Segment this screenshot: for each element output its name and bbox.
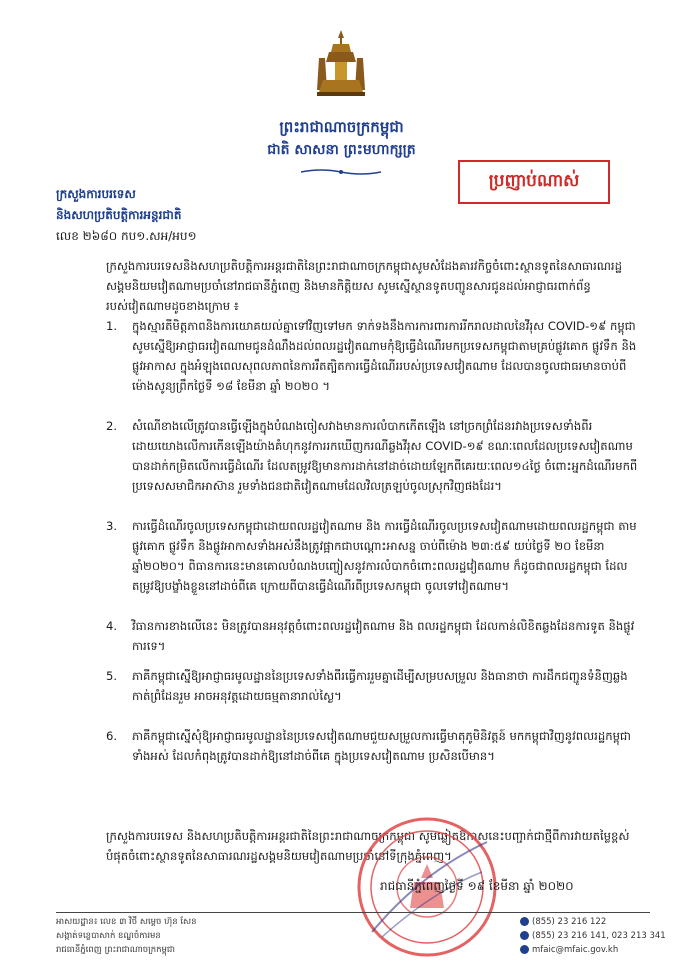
phone-number: (855) 23 216 122: [532, 917, 607, 927]
kingdom-title: ព្រះរាជាណាចក្រកម្ពុជា: [279, 118, 404, 136]
ministry-name-line1: ក្រសួងការបរទេស: [56, 187, 136, 201]
footer-divider: [56, 912, 650, 913]
list-item: ការធ្វើដំណើរចូលប្រទេសកម្ពុជាដោយពលរដ្ឋវៀតណាម និង ការធ្វើដំណើរចូលប្រទេសវៀតណាមដោយពលរដ្ឋកម្ពុជា តាមផ្លូវគោក ផ្លូវទឹក និងផ្លូវអាកាសទាំងអស់នឹងត្រូវផ្អាកជាបណ្តោះអាសន្ន ចាប់ពីម៉ោង ២៣:៥៩ យប់ថ្ងៃទី ២០ ខែមីនា ឆ្នាំ២០២០។ ពិធានការនេះមានគោលបំណងបញ្ចៀសនូវការលំបាកចំពោះពលរដ្ឋវៀតណាម ក៏ដូចជាពលរដ្ឋកម្ពុជា ដែលតម្រូវឱ្យបង្ខាំងខ្លួននៅដាច់ពីគេ ក្រោយពីបានធ្វើដំណើរពីប្រទេសកម្ពុជា ចូលទៅវៀតណាម។: [132, 519, 637, 593]
footer-address-line1: អាសយដ្ឋាន៖ លេខ ៣ វិថី សម្ដេច ហ៊ុន សែន: [56, 917, 197, 927]
reference-number: លេខ ២៦៨០ កប១.សអ/អប១: [56, 229, 197, 243]
list-item: ភាគីកម្ពុជាស្នើសុំឱ្យអាជ្ញាធរមូលដ្ឋាននៃប្រទេសវៀតណាមជួយសម្រួលការធ្វើមាតុភូមិនិវត្តន៍ មកកម្ពុជាវិញនូវពលរដ្ឋកម្ពុជាទាំងអស់ ដែលកំពុងត្រូវបានដាក់ឱ្យនៅដាច់ពីគេ ក្នុងប្រទេសវៀតណាម ប្រសិនបើមាន។: [132, 729, 631, 763]
footer-phone: [520, 917, 606, 927]
list-item: ក្នុងស្មារតីមិត្តភាពនិងការយោគយល់គ្នាទៅវិញទៅមក ទាក់ទងនឹងការការពារការរីករាលដាលនៃវីរុស COVID-១៩ កម្ពុជាសូមស្នើឱ្យអាជ្ញាធរវៀតណាមជូនដំណឹងដល់ពលរដ្ឋវៀតណាមកុំឱ្យធ្វើដំណើរមកប្រទេសកម្ពុជាតាមគ្រប់ផ្លូវគោក ផ្លូវទឹក និងផ្លូវអាកាស ក្នុងអំឡុងពេលសុពលភាពនៃការរឹតត្បិតការធ្វើដំណើររបស់ប្រទេសវៀតណាម ដែលបានចូលជាធរមានចាប់ពីម៉ោងសូន្យព្រឹកថ្ងៃទី ១៨ ខែមីនា ឆ្នាំ ២០២០ ។: [132, 319, 637, 393]
closing-paragraph: ក្រសួងការបរទេស និងសហប្រតិបត្តិការអន្តរជាតិនៃព្រះរាជាណាចក្រកម្ពុជា សូមឆ្លៀតឱកាសនេះបញ្ជាក់ជាថ្មីពីការវាយតម្លៃខ្ពស់បំផុតចំពោះស្ថានទូតនៃសាធារណរដ្ឋសង្គមនិយមវៀតណាមប្រចាំនៅទីក្រុងភ្នំពេញ។: [106, 829, 630, 863]
intro-paragraph: ក្រសួងការបរទេសនិងសហប្រតិបត្តិការអន្តរជាតិនៃព្រះរាជាណាចក្រកម្ពុជាសូមសំដែងគារវកិច្ចចំពោះស្ថានទូតនៃសាធារណរដ្ឋសង្គមនិយមវៀតណាមប្រចាំនៅរាជធានីភ្នំពេញ និងមានកិត្តិយស សូមស្នើស្ថានទូតបញ្ជូនសារជូនដល់អាជ្ញាធរពាក់ព័ន្ធរបស់វៀតណាមដូចខាងក្រោម ៖: [106, 259, 622, 313]
ministry-name-line2: និងសហប្រតិបត្តិការអន្តរជាតិ: [56, 208, 182, 222]
footer-address-line2: សង្កាត់ទន្លេបាសាក់ ខណ្ឌចំការមន: [56, 931, 161, 941]
item-number: 6.: [106, 729, 118, 743]
item-number: 3.: [106, 519, 118, 533]
list-item: វិធានការខាងលើនេះ មិនត្រូវបានអនុវត្តចំពោះពលរដ្ឋវៀតណាម និង ពលរដ្ឋកម្ពុជា ដែលកាន់លិខិតឆ្លងដែនការទូត និងផ្លូវការទេ។: [132, 619, 635, 653]
signing-date: រាជធានីភ្នំពេញថ្ងៃទី ១៩ ខែមីនា ឆ្នាំ ២០២០: [380, 879, 574, 893]
item-number: 4.: [106, 619, 118, 633]
footer-address-line3: រាជធានីភ្នំពេញ ព្រះរាជាណាចក្រកម្ពុជា: [56, 945, 175, 955]
footer-email: [520, 945, 618, 955]
fax-icon: [520, 931, 529, 940]
fax-number: (855) 23 216 141, 023 213 341: [532, 931, 666, 941]
list-item: សំណើខាងលើត្រូវបានធ្វើឡើងក្នុងបំណងចៀសវាងមានការលំបាកកើតឡើង នៅច្រកព្រំដែនរវាងប្រទេសទាំងពីរ ដោយយោងលើការកើនឡើងយ៉ាងគំហុកនូវការរកឃើញករណីឆ្លងវីរុស COVID-១៩ ខណៈពេលដែលប្រទេសវៀតណាមបានដាក់កម្រិតលើការធ្វើដំណើរ ដែលតម្រូវឱ្យមានការដាក់នៅដាច់ដោយឡែកពីគេរយៈពេល១៤ថ្ងៃ ចំពោះអ្នកដំណើរមកពីប្រទេសសមាជិកអាស៊ាន រួមទាំងជនជាតិវៀតណាមដែលវិលត្រឡប់ចូលស្រុកវិញផងដែរ។: [132, 419, 638, 493]
national-motto: ជាតិ សាសនា ព្រះមហាក្សត្រ: [267, 142, 416, 158]
divider-ornament-icon: [301, 168, 381, 176]
royal-emblem-icon: [311, 28, 371, 100]
item-number: 5.: [106, 669, 118, 683]
urgent-stamp: ប្រញាប់ណាស់: [458, 160, 610, 204]
email-icon: [520, 945, 529, 954]
email-address[interactable]: mfaic@mfaic.gov.kh: [532, 945, 619, 955]
item-number: 2.: [106, 419, 118, 433]
list-item: ភាគីកម្ពុជាស្នើឱ្យអាជ្ញាធរមូលដ្ឋាននៃប្រទេសទាំងពីរធ្វើការរួមគ្នាដើម្បីសម្របសម្រួល និងធានាថា ការដឹកជញ្ជូនទំនិញឆ្លងកាត់ព្រំដែនរួម អាចអនុវត្តដោយធម្មតានារាល់ស្ងៃ។: [132, 669, 628, 703]
phone-icon: [520, 917, 529, 926]
footer-fax: [520, 931, 666, 941]
item-number: 1.: [106, 319, 118, 333]
